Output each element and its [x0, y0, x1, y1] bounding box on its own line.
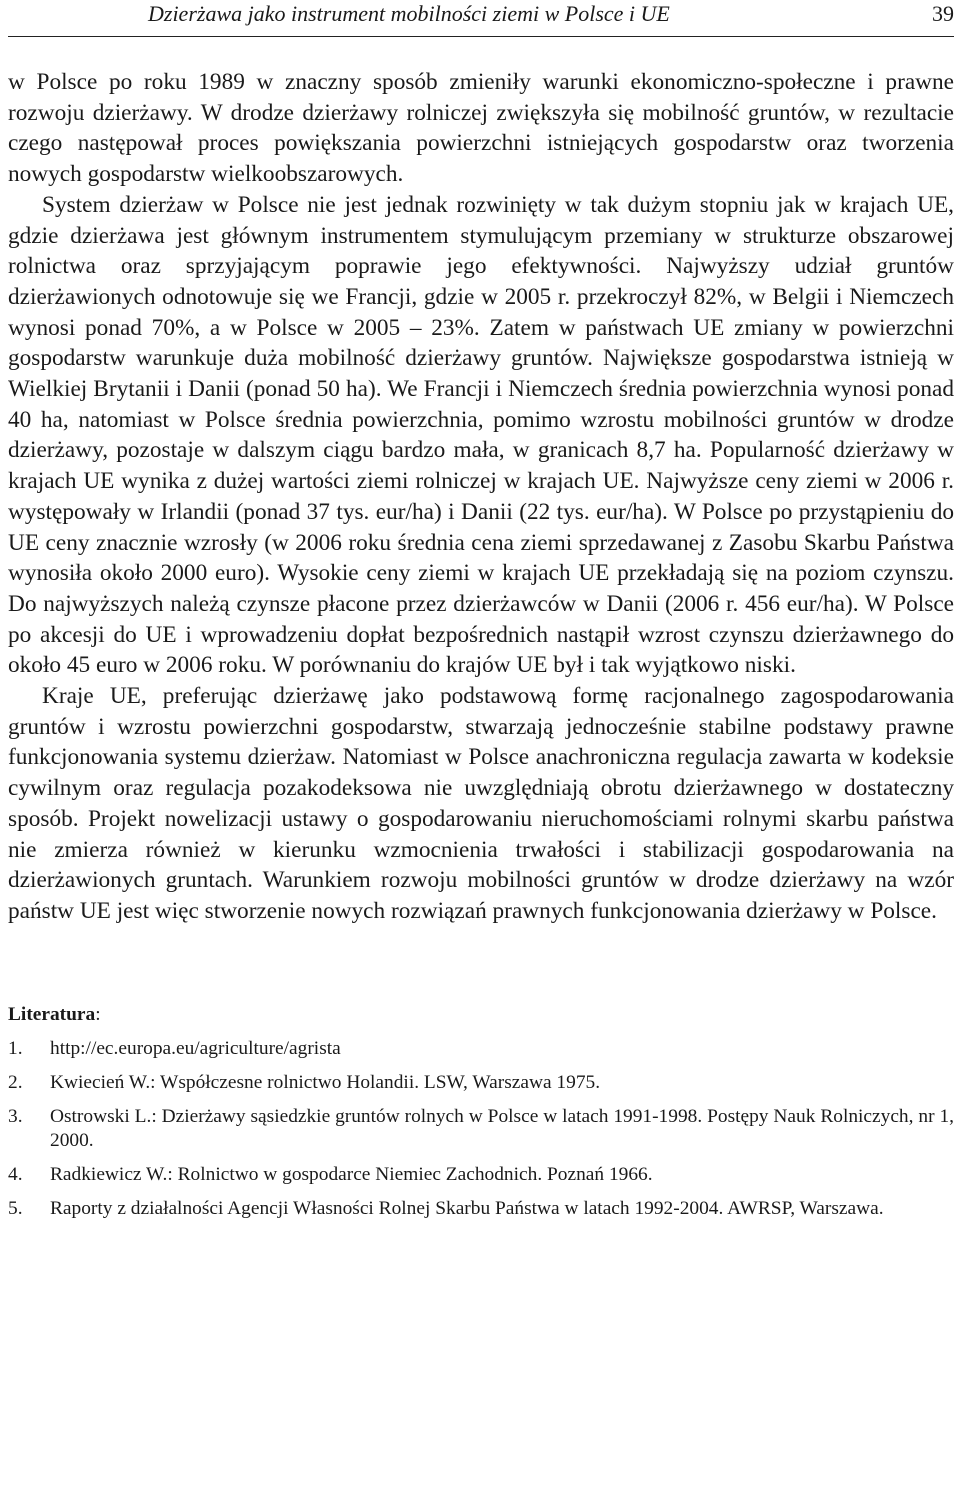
references-heading-label: Literatura — [8, 1003, 96, 1025]
reference-number: 1. — [8, 1037, 23, 1059]
reference-item — [8, 1105, 954, 1153]
running-header-title: Dzierżawa jako instrument mobilności ziemi w Polsce i UE — [148, 1, 670, 26]
references-heading-colon: : — [95, 1003, 101, 1025]
page-number: 39 — [932, 1, 954, 26]
document-page — [8, 0, 954, 1486]
reference-number: 2. — [8, 1071, 23, 1093]
paragraph: w Polsce po roku 1989 w znaczny sposób zmieniły warunki ekonomiczno-społeczne i prawne rozwoju dzierżawy. W drodze dzierżawy rolniczej zwiększyła się mobilność gruntów, w rezultacie czego następował proces powiększania powierzchni istniejących gospodarstw oraz tworzenia nowych gospodarstw wielkoobszarowych. — [8, 69, 954, 188]
reference-text: Raporty z działalności Agencji Własności Rolnej Skarbu Państwa w latach 1992-2004. AWRSP, Warszawa. — [50, 1197, 884, 1219]
reference-text: Kwiecień W.: Współczesne rolnictwo Holandii. LSW, Warszawa 1975. — [50, 1071, 601, 1093]
reference-text: http://ec.europa.eu/agriculture/agrista — [50, 1037, 341, 1059]
reference-number: 3. — [8, 1105, 23, 1127]
references-section — [8, 1003, 954, 1221]
reference-item — [8, 1071, 954, 1095]
reference-item — [8, 1163, 954, 1187]
paragraph: System dzierżaw w Polsce nie jest jednak rozwinięty w tak dużym stopniu jak w krajach UE, gdzie dzierżawa jest głównym instrumentem stymulującym przemiany w strukturze obszarowej rolnictwa oraz sprzyjającym poprawie jego efektywności. Najwyższy udział gruntów dzierżawionych odnotowuje się we Francji, gdzie w 2005 r. przekroczył 82%, w Belgii i Niemczech wynosi ponad 70%, a w Polsce w 2005 – 23%. Zatem w państwach UE zmiany w powierzchni gospodarstw warunkuje duża mobilność dzierżawy gruntów. Największe gospodarstwa istnieją w Wielkiej Brytanii i Danii (ponad 50 ha). We Francji i Niemczech średnia powierzchnia wynosi ponad 40 ha, natomiast w Polsce średnia powierzchnia, pomimo wzrostu mobilności gruntów w drodze dzierżawy, pozostaje w dalszym ciągu bardzo mała, w granicach 8,7 ha. Popularność dzierżawy w krajach UE wynika z dużej wartości ziemi rolniczej w krajach UE. Najwyższe ceny ziemi w 2006 r. występowały w Irlandii (ponad 37 tys. eur/ha) i Danii (22 tys. eur/ha). W Polsce po przystąpieniu do UE ceny znacznie wzrosły (w 2006 roku średnia cena ziemi sprzedawanej z Zasobu Skarbu Państwa wynosiła około 2000 euro). Wysokie ceny ziemi w krajach UE przekładają się na poziom czynszu. Do najwyższych należą czynsze płacone przez dzierżawców w Danii (2006 r. 456 eur/ha). W Polsce po akcesji do UE i wprowadzeniu dopłat bezpośrednich nastąpił wzrost czynszu dzierżawnego do około 45 euro w 2006 roku. W porównaniu do krajów UE był i tak wyjątkowo niski. — [8, 191, 954, 679]
paragraph: Kraje UE, preferując dzierżawę jako podstawową formę racjonalnego zagospodarowania gruntów i wzrostu powierzchni gospodarstw, stwarzają jednocześnie stabilne podstawy prawne funkcjonowania systemu dzierżaw. Natomiast w Polsce anachroniczna regulacja zawarta w kodeksie cywilnym oraz regulacja pozakodeksowa nie uwzględniają obrotu dzierżawnego w dostateczny sposób. Projekt nowelizacji ustawy o gospodarowaniu nieruchomościami rolnymi skarbu państwa nie zmierza również w kierunku wzmocnienia trwałości i stabilizacji gospodarowania na dzierżawionych gruntach. Warunkiem rozwoju mobilności gruntów w drodze dzierżawy na wzór państw UE jest więc stworzenie nowych rozwiązań prawnych funkcjonowania dzierżawy w Polsce. — [8, 683, 954, 924]
references-list — [8, 1037, 954, 1221]
body-text — [8, 67, 954, 927]
running-header — [8, 0, 954, 37]
reference-number: 5. — [8, 1197, 23, 1219]
reference-item — [8, 1037, 954, 1061]
references-heading — [8, 1003, 954, 1027]
reference-number: 4. — [8, 1163, 23, 1185]
reference-text: Ostrowski L.: Dzierżawy sąsiedzkie gruntów rolnych w Polsce w latach 1991-1998. Postępy Nauk Rolniczych, nr 1, 2000. — [50, 1105, 954, 1151]
reference-text: Radkiewicz W.: Rolnictwo w gospodarce Niemiec Zachodnich. Poznań 1966. — [50, 1163, 653, 1185]
reference-item — [8, 1197, 954, 1221]
